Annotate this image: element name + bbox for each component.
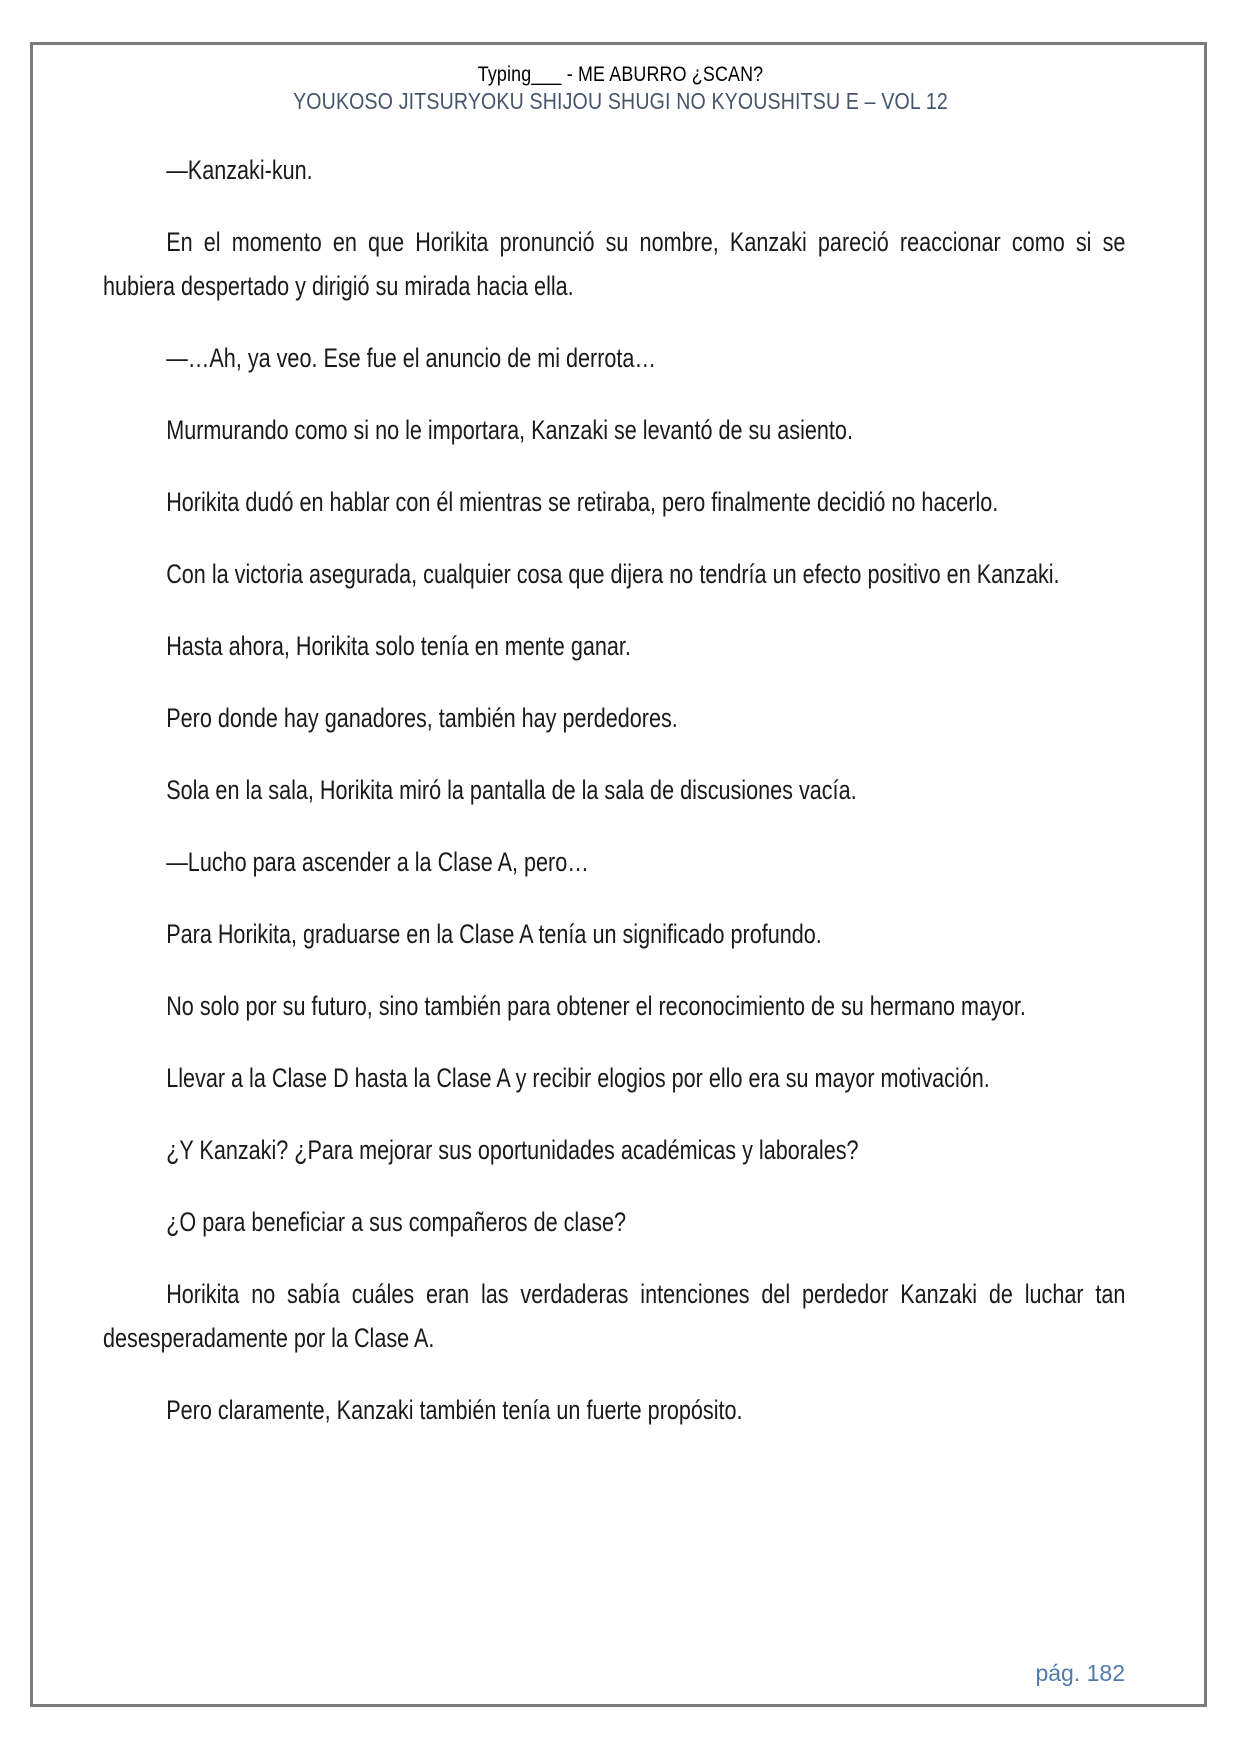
paragraph: No solo por su futuro, sino también para obtener el reconocimiento de su hermano mayor. [166, 991, 1026, 1021]
page-number: pág. 182 [1035, 1660, 1125, 1686]
paragraph: —Kanzaki-kun. [166, 155, 313, 185]
paragraph: Para Horikita, graduarse en la Clase A tenía un significado profundo. [166, 919, 822, 949]
paragraph: Con la victoria asegurada, cualquier cosa que dijera no tendría un efecto positivo en Kanzaki. [166, 559, 1060, 589]
paragraph: En el momento en que Horikita pronunció su nombre, Kanzaki pareció reaccionar como si se hubiera despertado y dirigió su mirada hacia ella. [103, 227, 1126, 301]
paragraph: —Lucho para ascender a la Clase A, pero… [166, 847, 589, 877]
page-header [93, 61, 1148, 115]
page-footer [1035, 1659, 1125, 1687]
paragraph: ¿O para beneficiar a sus compañeros de clase? [166, 1207, 627, 1237]
paragraph: ¿Y Kanzaki? ¿Para mejorar sus oportunidades académicas y laborales? [166, 1135, 859, 1165]
paragraph: Pero claramente, Kanzaki también tenía un fuerte propósito. [166, 1395, 743, 1425]
header-typing-line: Typing___ - ME ABURRO ¿SCAN? [477, 63, 764, 86]
paragraph: Pero donde hay ganadores, también hay perdedores. [166, 703, 678, 733]
header-title-line: YOUKOSO JITSURYOKU SHIJOU SHUGI NO KYOUSHITSU E – VOL 12 [293, 88, 948, 114]
paragraph: Horikita dudó en hablar con él mientras se retiraba, pero finalmente decidió no hacerlo. [166, 487, 999, 517]
paragraph: —…Ah, ya veo. Ese fue el anuncio de mi derrota… [166, 343, 657, 373]
paragraph: Murmurando como si no le importara, Kanzaki se levantó de su asiento. [166, 415, 853, 445]
paragraph: Llevar a la Clase D hasta la Clase A y recibir elogios por ello era su mayor motivación. [166, 1063, 990, 1093]
page-body [103, 148, 1125, 1460]
paragraph: Sola en la sala, Horikita miró la pantalla de la sala de discusiones vacía. [166, 775, 857, 805]
paragraph: Hasta ahora, Horikita solo tenía en mente ganar. [166, 631, 631, 661]
paragraph: Horikita no sabía cuáles eran las verdaderas intenciones del perdedor Kanzaki de luchar tan desesperadamente por la Clase A. [103, 1279, 1126, 1353]
